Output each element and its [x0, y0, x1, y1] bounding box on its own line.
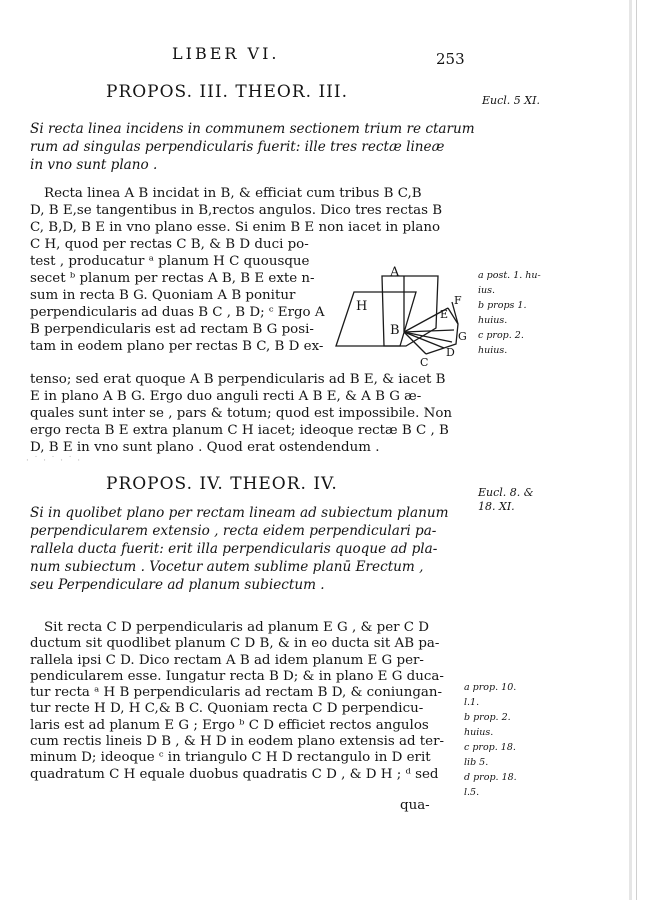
text-line: E in plano A B G. Ergo duo anguli recti A B E, & A B G æ-: [30, 388, 422, 404]
figure-label-e: E: [440, 308, 449, 321]
text-line: tur recta ᵃ H B perpendicularis ad rectam B D, & coniungan-: [30, 685, 443, 701]
line-bd: [404, 332, 444, 348]
text-line: cum rectis lineis D B , & H D in eodem plano extensis ad ter-: [30, 734, 445, 750]
enunciation-line: rum ad singulas perpendicularis fuerit: ille tres rectæ lineæ: [30, 139, 445, 155]
text-line: quales sunt inter se , pars & totum; quod est impossibile. Non: [30, 405, 453, 421]
prop4-enunciation: [30, 504, 470, 594]
text-line: ergo recta B E extra planum C H iacet; ideoque rectæ B C , B: [30, 422, 449, 438]
text-line: D, B E,se tangentibus in B,rectos angulos. Dico tres rectas B: [30, 202, 443, 218]
prop4-euclid-ref: Eucl. 8. & 18. XI.: [478, 486, 534, 513]
enunciation-line: Si in quolibet plano per rectam lineam ad subiectum planum: [30, 505, 449, 521]
enunciation-line: num subiectum . Vocetur autem sublime planū Erectum ,: [30, 559, 424, 575]
text-line: Sit recta C D perpendicularis ad planum E G , & per C D: [44, 620, 430, 635]
text-line: laris est ad planum E G ; Ergo ᵇ C D efficiet rectos angulos: [30, 717, 429, 733]
prop4-margin-notes: a prop. 10. l.1. b prop. 2. huius. c prop. 18. lib 5. d prop. 18. l.5.: [464, 682, 517, 798]
text-line: C, B,D, B E in vno plano esse. Si enim B E non iacet in plano: [30, 219, 441, 235]
text-line: rallela ipsi C D. Dico rectam A B ad idem planum E G per-: [30, 652, 424, 668]
text-line: tam in eodem plano per rectas B C, B D ex-: [30, 338, 324, 354]
figure-label-c: C: [420, 356, 429, 368]
enunciation-line: in vno sunt plano .: [30, 157, 158, 173]
text-line: pendicularem esse. Iungatur recta B D; & in plano E G duca-: [30, 668, 444, 684]
text-line: ductum sit quodlibet planum C D B, & in eo ducta sit AB pa-: [30, 636, 440, 652]
geometry-figure: [334, 262, 474, 368]
page-gutter-shadow: [629, 0, 632, 900]
text-line: C H, quod per rectas C B, & B D duci po-: [30, 236, 309, 252]
text-line: tenso; sed erat quoque A B perpendicularis ad B E, & iacet B: [30, 372, 446, 387]
prop4-body: [30, 620, 444, 783]
text-line: D, B E in vno sunt plano . Quod erat ostendendum .: [30, 439, 380, 455]
prop3-body-full: [30, 186, 442, 254]
prop3-enunciation: [30, 120, 475, 174]
prop4-heading: PROPOS. IV. THEOR. IV.: [106, 474, 338, 494]
show-through-text: · ˙ · ˙ · ˙ ·: [26, 456, 82, 466]
figure-label-b: B: [390, 323, 400, 338]
running-head: LIBER VI.: [172, 44, 280, 63]
prop3-margin-notes: a post. 1. hu- ius. b props 1. huius. c prop. 2. huius.: [478, 270, 541, 356]
prop3-body-narrow: [30, 254, 325, 355]
enunciation-line: seu Perpendiculare ad planum subiectum .: [30, 577, 325, 593]
figure-label-d: D: [446, 346, 455, 359]
text-line: secet ᵇ planum per rectas A B, B E exte n-: [30, 270, 315, 286]
adjacent-page-edge: [636, 0, 654, 900]
enunciation-line: perpendicularem extensio , recta eidem perpendiculari pa-: [30, 523, 437, 539]
figure-label-h: H: [356, 299, 368, 314]
enunciation-line: rallela ducta fuerit: erit illa perpendicularis quoque ad pla-: [30, 541, 438, 557]
text-line: quadratum C H equale duobus quadratis C D , & D H ; ᵈ sed: [30, 766, 439, 782]
prop3-heading: PROPOS. III. THEOR. III.: [106, 82, 349, 102]
text-line: sum in recta B G. Quoniam A B ponitur: [30, 287, 296, 303]
text-line: tur recte H D, H C,& B C. Quoniam recta C D perpendicu-: [30, 701, 424, 717]
prop3-euclid-ref: Eucl. 5 XI.: [482, 94, 540, 107]
enunciation-line: Si recta linea incidens in communem sectionem trium re ctarum: [30, 121, 475, 137]
text-line: Recta linea A B incidat in B, & efficiat cum tribus B C,B: [44, 186, 422, 201]
text-line: test , producatur ᵃ planum H C quousque: [30, 254, 310, 269]
catchword: qua-: [400, 798, 430, 813]
text-line: minum D; ideoque ᶜ in triangulo C H D rectangulo in D erit: [30, 750, 431, 766]
figure-label-a: A: [390, 265, 400, 280]
page-number: 253: [436, 50, 465, 68]
figure-label-g: G: [458, 330, 467, 343]
text-line: perpendicularis ad duas B C , B D; ᶜ Ergo A: [30, 304, 325, 320]
figure-label-f: F: [454, 294, 462, 307]
text-line: B perpendicularis est ad rectam B G posi-: [30, 321, 314, 337]
prop3-body-full-2: [30, 372, 452, 457]
